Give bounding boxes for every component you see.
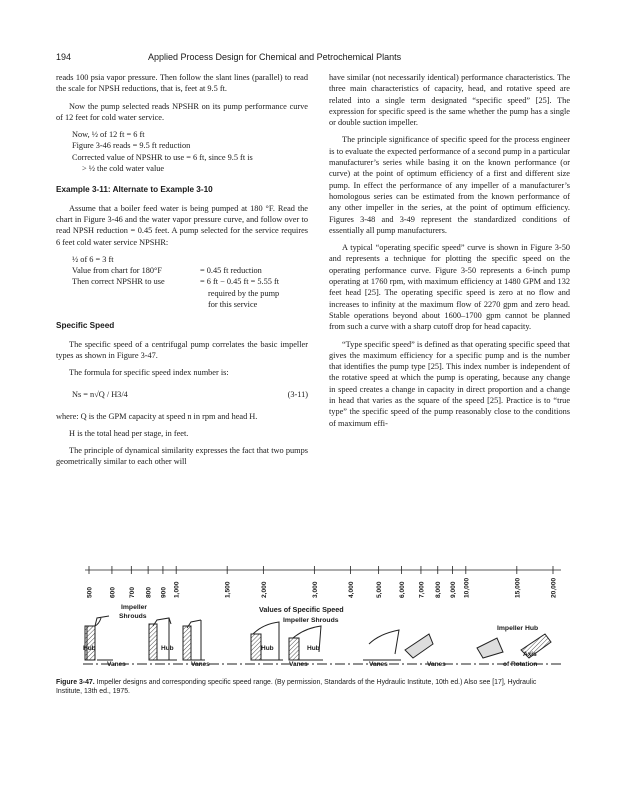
page-header <box>56 52 568 66</box>
impeller-diagram <box>83 564 565 674</box>
paragraph: The formula for specific speed index number is: <box>69 368 229 378</box>
scale-tick-label: 800 <box>145 586 153 598</box>
paragraph: The specific speed of a centrifugal pump correlates the basic impeller types as shown in Figure 3-47. <box>56 339 308 360</box>
scale-tick-label: 9,000 <box>450 581 458 598</box>
calc-line: Corrected value of NPSHR to use = 6 ft, since 9.5 ft is <box>72 152 253 162</box>
label-vanes: Vanes <box>289 661 308 668</box>
calc-value: for this service <box>208 300 258 310</box>
caption-label: Figure 3-47. <box>56 679 95 686</box>
scale-tick-label: 10,000 <box>463 577 471 598</box>
scale-tick-label: 2,000 <box>260 581 268 598</box>
label-vanes: Vanes <box>427 661 446 668</box>
section-heading: Specific Speed <box>56 321 115 331</box>
equation-body: Ns = n√Q / H3/4 <box>72 389 128 399</box>
label-shrouds: Shrouds <box>119 613 147 620</box>
label-of-rotation: of Rotation <box>503 661 538 668</box>
calc-label: Value from chart for 180°F <box>72 266 162 276</box>
scale-tick-label: 8,000 <box>435 581 443 598</box>
paragraph: where: Q is the GPM capacity at speed n in rpm and head H. <box>56 411 258 421</box>
label-impeller-hub: Impeller Hub <box>497 625 539 632</box>
calc-value: = 6 ft − 0.45 ft = 5.55 ft <box>200 277 280 287</box>
label-vanes: Vanes <box>191 661 210 668</box>
paragraph: have similar (not necessarily identical) performance characteristics. The three main characteristics of capacity, head, and rotative speed are related into a single term designated “specific speed” [25]. The expression for specific speed is the same whether the pump has a single or double suction impeller. <box>329 73 570 128</box>
calc-label <box>72 299 200 310</box>
calc-value: = 0.45 ft reduction <box>200 266 262 276</box>
left-column <box>56 72 308 474</box>
paragraph: The principle significance of specific speed for the process engineer is to evaluate the expected performance of a second pump in a particular manufacturer’s series while basing it on the known performance (or curve) at the point of optimum efficiency of a first and different size pump. In effect the performance of any impeller of a manufacturer’s homologous series can be estimated from the known performance of any other impeller in the series, at the point of optimum efficiency. Figures 3-48 and 3-49 represent the standardized conditions of essentially all pump manufacturers. <box>329 135 570 235</box>
scale-tick-label: 5,000 <box>376 581 384 598</box>
paragraph: Assume that a boiler feed water is being pumped at 180 °F. Read the chart in Figure 3-46 and the water vapor pressure curve, and follow over to read NPSH reduction = 0.45 feet. A pump selected for the service requires 6 feet cold water service NPSHR: <box>56 203 308 247</box>
scale-tick-label: 1,000 <box>173 581 181 598</box>
label-hub: Hub <box>83 645 96 652</box>
scale-tick-label: 4,000 <box>348 581 356 598</box>
section-heading: Example 3-11: Alternate to Example 3-10 <box>56 185 213 195</box>
scale-ticks <box>87 566 558 598</box>
calc-line: > ½ the cold water value <box>82 164 165 174</box>
scale-tick-label: 600 <box>109 586 117 598</box>
label-vanes: Vanes <box>107 661 126 668</box>
scale-tick-label: 7,000 <box>418 581 426 598</box>
scale-tick-label: 500 <box>86 586 94 598</box>
scale-tick-label: 6,000 <box>399 581 407 598</box>
label-axis: Axis <box>523 651 537 658</box>
paragraph: reads 100 psia vapor pressure. Then follow the slant lines (parallel) to read the scale for NPSH reductions, that is, feet at 9.5 ft. <box>56 73 308 94</box>
scale-tick-label: 1,500 <box>224 581 232 598</box>
calculation-block <box>72 254 308 310</box>
calc-label: ½ of 6 = 3 ft <box>72 254 114 264</box>
scale-tick-label: 700 <box>128 586 136 598</box>
scale-tick-label: 900 <box>160 586 168 598</box>
label-hub: Hub <box>161 645 174 652</box>
figure-caption <box>56 678 564 696</box>
page-number: 194 <box>56 52 72 62</box>
calc-value: required by the pump <box>208 288 280 298</box>
paragraph: Now the pump selected reads NPSHR on its pump performance curve of 12 feet for cold water service. <box>56 101 308 122</box>
calc-line: Figure 3-46 reads = 9.5 ft reduction <box>72 141 191 151</box>
scale-tick-label: 15,000 <box>514 577 522 598</box>
scale-title: Values of Specific Speed <box>259 605 344 614</box>
equation <box>72 387 308 405</box>
label-hub: Hub <box>261 645 274 652</box>
label-impeller: Impeller <box>121 604 148 611</box>
figure-impeller-designs <box>83 564 565 674</box>
label-hub: Hub <box>307 645 320 652</box>
running-title: Applied Process Design for Chemical and Petrochemical Plants <box>148 52 402 62</box>
calc-label <box>72 288 200 299</box>
label-vanes: Vanes <box>369 661 388 668</box>
equation-number: (3-11) <box>287 389 308 399</box>
paragraph: The principle of dynamical similarity expresses the fact that two pumps geometrically similar to each other will <box>56 446 308 467</box>
right-column <box>329 72 570 435</box>
paragraph: “Type specific speed” is defined as that operating specific speed that gives the maximum efficiency for a specific pump and is the number that identifies the pump type [25]. This index number is independent of the rotative speed at which the pump is operating, because any change in speed creates a change in capacity in direct proportion and a change in head that varies as the square of the speed [25]. Practice is to “true type” the specific speed of the pump reasonably close to the conditions of maximum effi- <box>329 339 570 428</box>
scale-tick-label: 3,000 <box>311 581 319 598</box>
scale-tick-label: 20,000 <box>550 577 558 598</box>
calculation-block <box>72 129 308 174</box>
label-impeller-shrouds-mid: Impeller Shrouds <box>283 617 339 624</box>
calc-line: Now, ½ of 12 ft = 6 ft <box>72 130 145 140</box>
calc-label: Then correct NPSHR to use <box>72 277 165 287</box>
paragraph: A typical “operating specific speed” curve is shown in Figure 3-50 and represents a technique for plotting the specific speed on the operating performance curve. Figure 3-50 represents a 6-inch pump operating at 1760 rpm, with maximum efficiency at 1480 GPM and 132 feet head [25]. The operating specific speed is zero at no flow and increases to infinity at the maximum flow of 2270 gpm and zero head. Stable operations beyond about 1600–1700 gpm cannot be planned from such a curve with a sharp cutoff drop for head capacity. <box>329 243 570 332</box>
paragraph: H is the total head per stage, in feet. <box>69 428 189 438</box>
caption-text: Impeller designs and corresponding specific speed range. (By permission, Standards of the Hydraulic Institute, 10th ed.) Also see [17], Hydraulic Institute, 13th ed., 1975. <box>56 679 537 695</box>
